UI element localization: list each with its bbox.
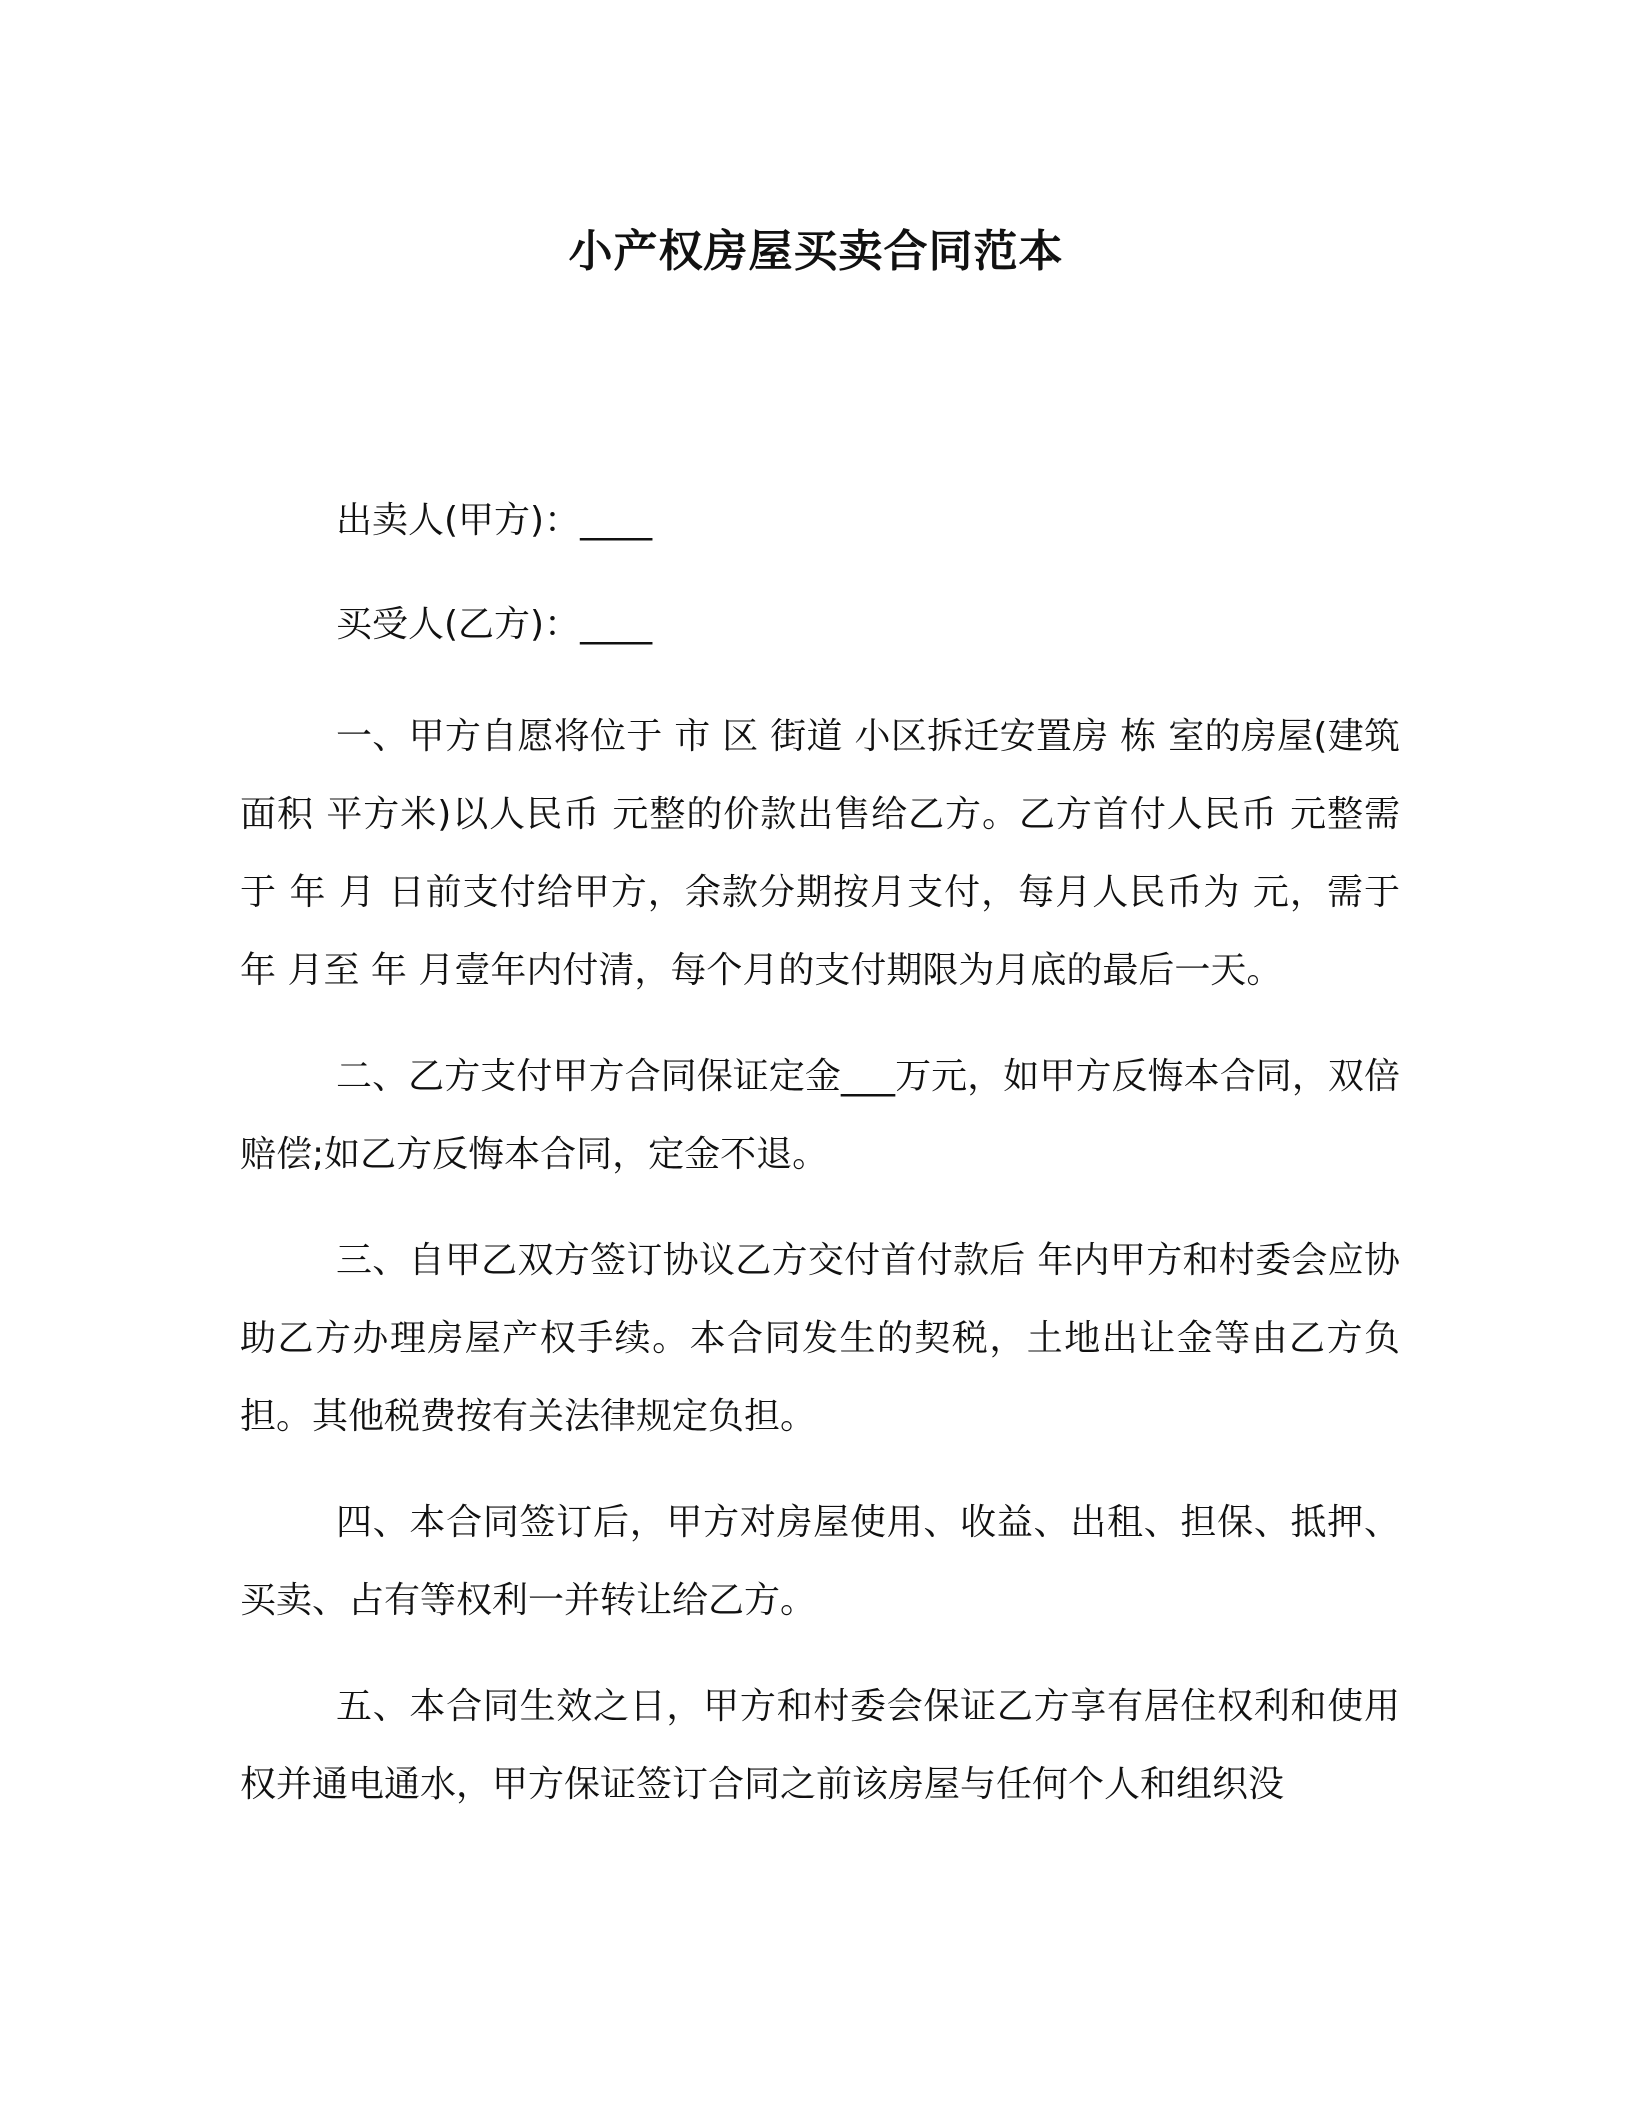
document-title: 小产权房屋买卖合同范本 (568, 226, 1064, 277)
clause-1: 一、甲方自愿将位于 市 区 街道 小区拆迁安置房 栋 室的房屋(建筑面积 平方米)以人民币 元整的价款出售给乙方。乙方首付人民币 元整需于 年 月 日前支付给甲方，余款分期按月支付，每月人民币为 元，需于 年 月至 年 月壹年内付清，每个月的支付期限为月底的最后一天。 (240, 716, 1400, 991)
clause-5: 五、本合同生效之日，甲方和村委会保证乙方享有居住权利和使用权并通电通水，甲方保证签订合同之前该房屋与任何个人和组织没 (240, 1686, 1400, 1805)
seller-line: 出卖人(甲方)：____ (336, 500, 653, 541)
clause-4: 四、本合同签订后，甲方对房屋使用、收益、出租、担保、抵押、买卖、占有等权利一并转让给乙方。 (240, 1502, 1400, 1621)
buyer-line: 买受人(乙方)：____ (336, 604, 653, 645)
document-body (240, 490, 1400, 1824)
clause-3: 三、自甲乙双方签订协议乙方交付首付款后 年内甲方和村委会应协助乙方办理房屋产权手续。本合同发生的契税，土地出让金等由乙方负担。其他税费按有关法律规定负担。 (240, 1240, 1400, 1437)
clause-2: 二、乙方支付甲方合同保证定金___万元，如甲方反悔本合同，双倍赔偿;如乙方反悔本合同，定金不退。 (240, 1056, 1400, 1175)
